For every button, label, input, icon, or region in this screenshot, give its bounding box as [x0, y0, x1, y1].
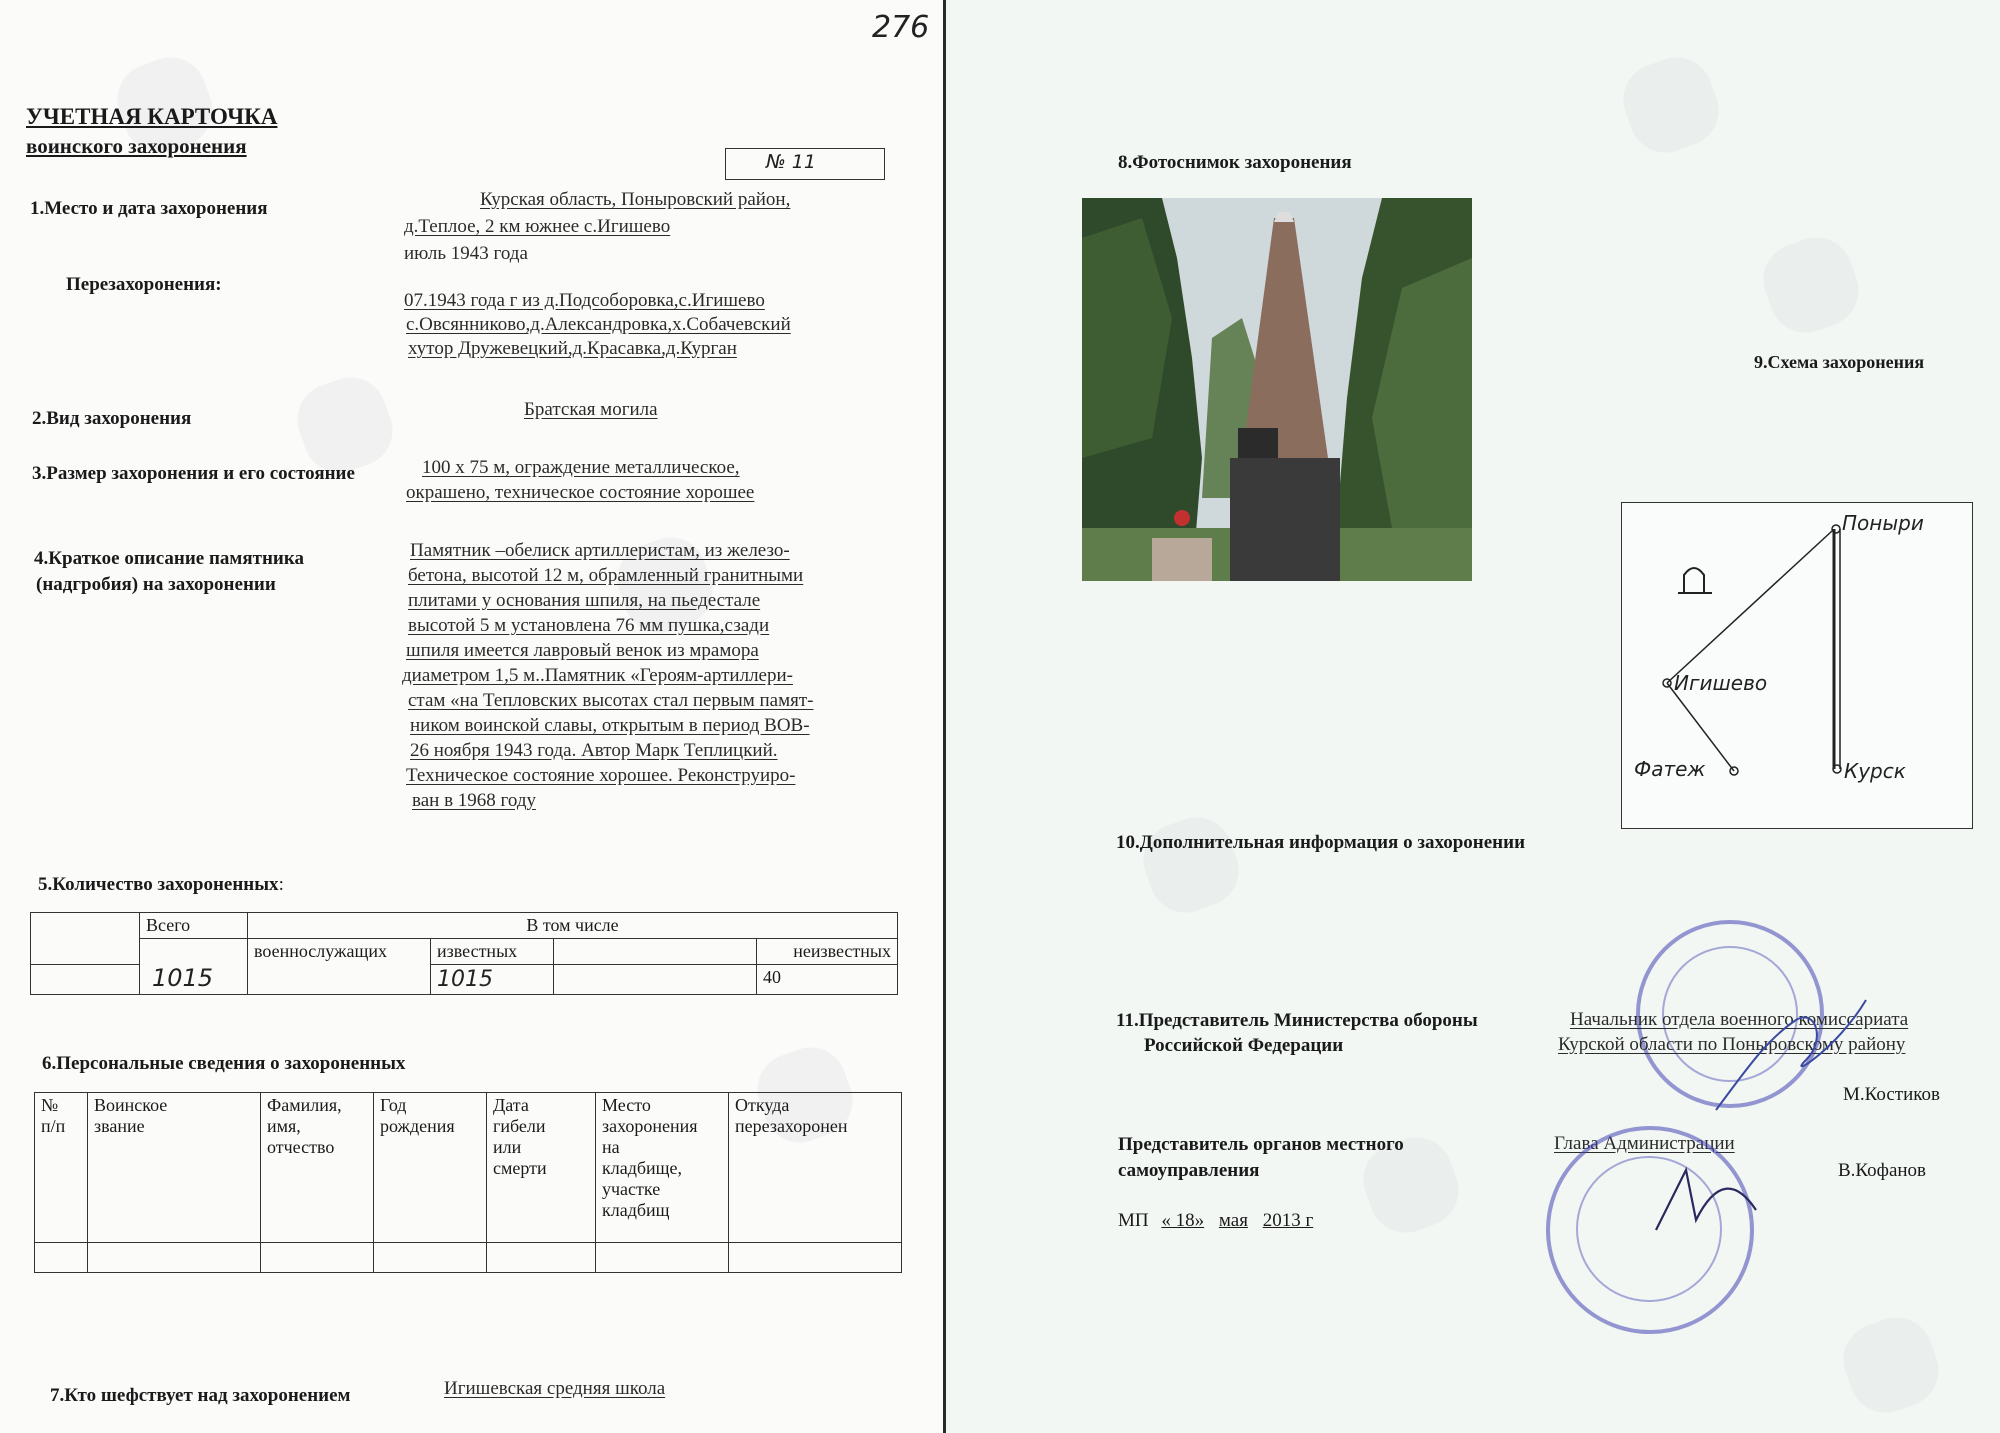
personal-data-table [34, 1092, 902, 1273]
section11-label: 11.Представитель Министерства обороны [1116, 1010, 1478, 1031]
ministry-position: Начальник отдела военного комиссариата [1570, 1009, 1909, 1030]
left-page [0, 0, 944, 1433]
known-value: 1015 [437, 967, 493, 992]
monument-line: Техническое состояние хорошее. Реконструиро- [406, 765, 796, 786]
place-kursk: Курск [1844, 759, 1906, 783]
col-origin [729, 1093, 902, 1243]
place-fatezh: Фатеж [1634, 757, 1706, 781]
section3-line: окрашено, техническое состояние хорошее [406, 482, 755, 503]
column-header-line: смерти [493, 1158, 547, 1178]
watermark [1613, 47, 1728, 162]
column-header-line: № [41, 1095, 59, 1115]
date-line [1118, 1210, 1313, 1232]
column-header-line: перезахоронен [735, 1116, 848, 1136]
column-header-line: отчество [267, 1137, 335, 1157]
table-cell [487, 1243, 596, 1273]
column-header-line: Откуда [735, 1095, 790, 1115]
watermark [1753, 227, 1868, 342]
reburial-label: Перезахоронения: [66, 274, 222, 295]
local-position: Глава Администрации [1554, 1133, 1735, 1154]
card-number-box [725, 148, 885, 180]
section3-label: 3.Размер захоронения и его состояние [32, 463, 355, 484]
section1-line: д.Теплое, 2 км южнее с.Игишево [404, 216, 671, 237]
monument-line: Памятник –обелиск артиллеристам, из железо- [410, 540, 790, 561]
table-cell [554, 939, 757, 965]
signature-kostikov [1706, 980, 1876, 1130]
reburial-line: 07.1943 года г из д.Подсоборовка,с.Игишево [404, 290, 765, 311]
unknown-value-cell [757, 965, 898, 995]
monument-line: бетона, высотой 12 м, обрамленный гранитными [408, 565, 804, 586]
column-header-line: участке [602, 1179, 661, 1199]
monument-line: высотой 5 м установлена 76 мм пушка,сзади [408, 615, 770, 636]
table-cell [88, 1243, 261, 1273]
total-header: Всего [146, 915, 191, 935]
monument-line: плитами у основания шпиля, на пьедестале [408, 590, 761, 611]
monument-line: ван в 1968 году [412, 790, 536, 811]
monument-line: шпиля имеется лавровый венок из мрамора [406, 640, 759, 661]
section2-label: 2.Вид захоронения [32, 408, 192, 429]
column-header-line: гибели [493, 1116, 546, 1136]
section10-label: 10.Дополнительная информация о захоронении [1116, 832, 1526, 853]
memorial-photo [1082, 198, 1472, 581]
column-header-line: кладбище, [602, 1158, 683, 1178]
column-header-line: Воинское [94, 1095, 168, 1115]
col-rank [88, 1093, 261, 1243]
card-subtitle: воинского захоронения [26, 134, 247, 158]
date-day: « 18» [1161, 1210, 1205, 1231]
table-cell [261, 1243, 374, 1273]
local-label: самоуправления [1118, 1160, 1260, 1181]
column-header-line: звание [94, 1116, 145, 1136]
monument-line: ником воинской славы, открытым в период ВОВ- [410, 715, 810, 736]
unknown-header: неизвестных [793, 941, 891, 961]
col-birth-year [374, 1093, 487, 1243]
signature-kofanov [1636, 1150, 1776, 1250]
date-year: 2013 г [1262, 1210, 1314, 1231]
table-cell [374, 1243, 487, 1273]
column-header-line: Фамилия, [267, 1095, 342, 1115]
place-ponyri: Поныри [1842, 511, 1924, 535]
total-value-cell [140, 939, 248, 995]
memorial-photo-illustration [1082, 198, 1472, 581]
place-igishevo: Игишево [1674, 671, 1768, 695]
column-header-line: захоронения [602, 1116, 698, 1136]
local-label: Представитель органов местного [1118, 1134, 1404, 1155]
section5-colon: : [278, 874, 284, 895]
right-page [946, 0, 2000, 1433]
column-header-line: Дата [493, 1095, 529, 1115]
col-number [35, 1093, 88, 1243]
table-cell [248, 939, 431, 995]
page-number: 276 [872, 10, 930, 45]
section3-line: 100 х 75 м, ограждение металлическое, [422, 457, 740, 478]
column-header-line: или [493, 1137, 522, 1157]
section11-label: Российской Федерации [1144, 1035, 1344, 1056]
column-header-line: на [602, 1137, 620, 1157]
military-header: военнослужащих [254, 941, 387, 961]
including-header: В том числе [526, 915, 619, 935]
section4-label: 4.Краткое описание памятника [34, 548, 305, 569]
section1-line: Курская область, Поныровский район, [480, 189, 791, 210]
section4-label: (надгробия) на захоронении [36, 574, 276, 595]
column-header-line: Год [380, 1095, 407, 1115]
watermark [1833, 1307, 1948, 1422]
known-value-cell [431, 965, 554, 995]
table-cell [431, 939, 554, 965]
monument-line: 26 ноября 1943 года. Автор Марк Теплицкий. [410, 740, 778, 761]
column-header-line: п/п [41, 1116, 66, 1136]
date-month: мая [1218, 1210, 1248, 1231]
ministry-name: М.Костиков [1843, 1084, 1940, 1105]
section9-label: 9.Схема захоронения [1754, 352, 1925, 372]
mp-label: МП [1118, 1210, 1149, 1231]
col-name [261, 1093, 374, 1243]
burial-type-value: Братская могила [524, 399, 658, 420]
section8-label: 8.Фотоснимок захоронения [1118, 152, 1352, 173]
column-header-line: Место [602, 1095, 651, 1115]
local-name: В.Кофанов [1838, 1160, 1927, 1181]
table-cell [35, 1243, 88, 1273]
column-header-line: рождения [380, 1116, 455, 1136]
col-death-date [487, 1093, 596, 1243]
section5-label-text: 5.Количество захороненных [38, 874, 279, 895]
section7-label: 7.Кто шефствует над захоронением [50, 1385, 351, 1406]
table-cell [31, 913, 140, 965]
ministry-position: Курской области по Поныровскому району [1558, 1034, 1906, 1055]
card-number: № 11 [766, 151, 816, 173]
reburial-line: хутор Дружевецкий,д.Красавка,д.Курган [408, 338, 737, 359]
section6-label: 6.Персональные сведения о захороненных [42, 1053, 406, 1074]
column-header-line: кладбищ [602, 1200, 670, 1220]
patron-value: Игишевская средняя школа [444, 1378, 666, 1399]
monument-line: диаметром 1,5 м..Памятник «Героям-артиллери- [402, 665, 793, 686]
unknown-value: 40 [763, 967, 781, 987]
table-cell [31, 965, 140, 995]
burial-count-table [30, 912, 898, 995]
col-burial-place [596, 1093, 729, 1243]
burial-scheme-map [1621, 502, 1973, 829]
card-title: УЧЕТНАЯ КАРТОЧКА [26, 104, 278, 129]
known-header: известных [437, 941, 518, 961]
section1-label: 1.Место и дата захоронения [30, 198, 268, 219]
column-header-line: имя, [267, 1116, 301, 1136]
monument-line: стам «на Тепловских высотах стал первым памят- [408, 690, 814, 711]
section5-label [38, 874, 284, 896]
section1-line: июль 1943 года [404, 243, 528, 264]
watermark [1133, 807, 1248, 922]
reburial-line: с.Овсянниково,д.Александровка,х.Собачевский [406, 314, 791, 335]
table-cell [140, 913, 248, 939]
table-cell [554, 965, 757, 995]
table-cell [757, 939, 898, 965]
table-cell [729, 1243, 902, 1273]
total-value: 1015 [152, 964, 214, 992]
table-cell [248, 913, 898, 939]
table-cell [596, 1243, 729, 1273]
